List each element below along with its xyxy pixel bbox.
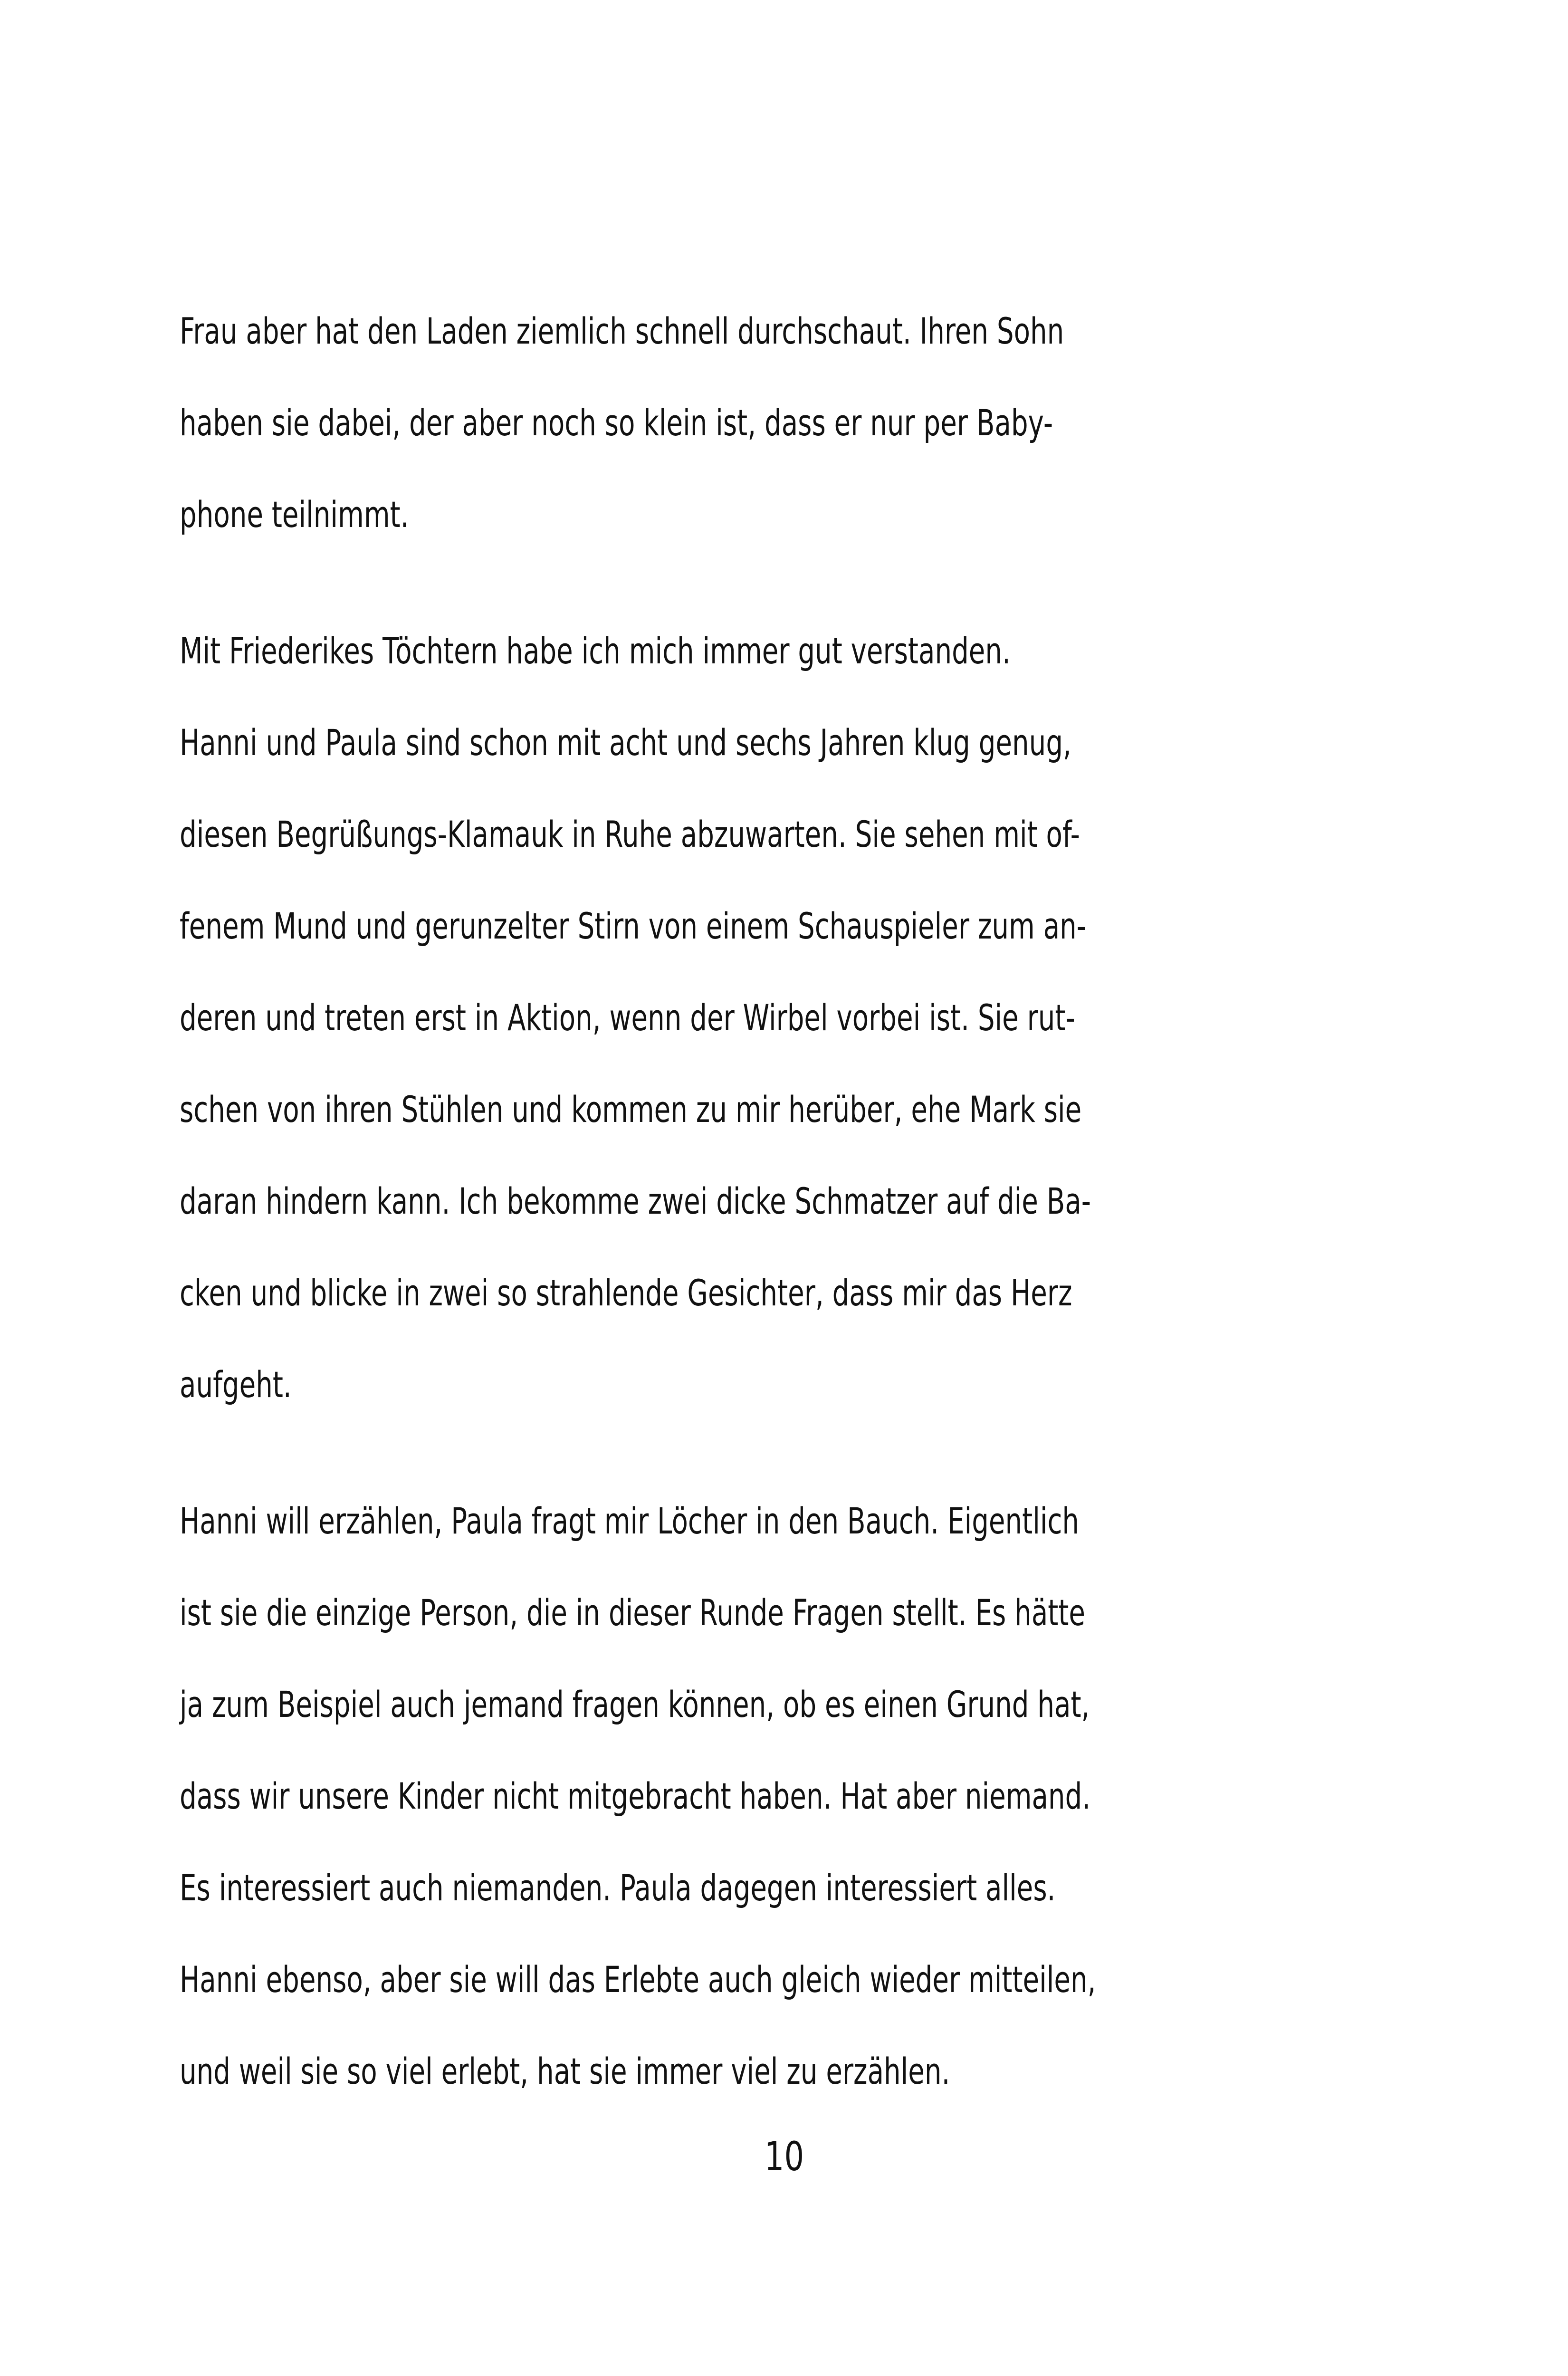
paragraph-1 (180, 285, 1320, 560)
text-line: ja zum Beispiel auch jemand fragen können, ob es einen Grund hat, (180, 1683, 1090, 1725)
text-line: Mit Friederikes Töchtern habe ich mich immer gut verstanden. (180, 630, 1011, 672)
text-line: schen von ihren Stühlen und kommen zu mir herüber, ehe Mark sie (180, 1088, 1082, 1131)
text-line: Hanni will erzählen, Paula fragt mir Löcher in den Bauch. Eigentlich (180, 1500, 1080, 1542)
text-line: Es interessiert auch niemanden. Paula dagegen interessiert alles. (180, 1867, 1056, 1909)
text-line: diesen Begrüßungs-Klamauk in Ruhe abzuwarten. Sie sehen mit of- (180, 813, 1080, 855)
paragraph-2 (180, 605, 1320, 1430)
text-line: daran hindern kann. Ich bekomme zwei dicke Schmatzer auf die Ba- (180, 1180, 1091, 1222)
body-text (180, 285, 1320, 2117)
text-line: Hanni und Paula sind schon mit acht und sechs Jahren klug genug, (180, 721, 1071, 764)
text-line: haben sie dabei, der aber noch so klein ist, dass er nur per Baby- (180, 402, 1053, 444)
text-line: dass wir unsere Kinder nicht mitgebracht haben. Hat aber niemand. (180, 1775, 1091, 1817)
text-line: phone teilnimmt. (180, 493, 409, 536)
text-line: deren und treten erst in Aktion, wenn der Wirbel vorbei ist. Sie rut- (180, 996, 1075, 1039)
text-line: Frau aber hat den Laden ziemlich schnell durchschaut. Ihren Sohn (180, 310, 1064, 352)
text-line: und weil sie so viel erlebt, hat sie immer viel zu erzählen. (180, 2050, 950, 2092)
page-number (0, 2128, 1568, 2185)
text-line: ist sie die einzige Person, die in dieser Runde Fragen stellt. Es hätte (180, 1591, 1085, 1634)
text-line: cken und blicke in zwei so strahlende Gesichter, dass mir das Herz (180, 1272, 1072, 1314)
paragraph-3 (180, 1475, 1320, 2117)
page-number-label: 10 (764, 2133, 804, 2180)
text-line: aufgeht. (180, 1363, 292, 1406)
text-line: fenem Mund und gerunzelter Stirn von einem Schauspieler zum an- (180, 905, 1087, 947)
text-line: Hanni ebenso, aber sie will das Erlebte auch gleich wieder mitteilen, (180, 1958, 1096, 2001)
